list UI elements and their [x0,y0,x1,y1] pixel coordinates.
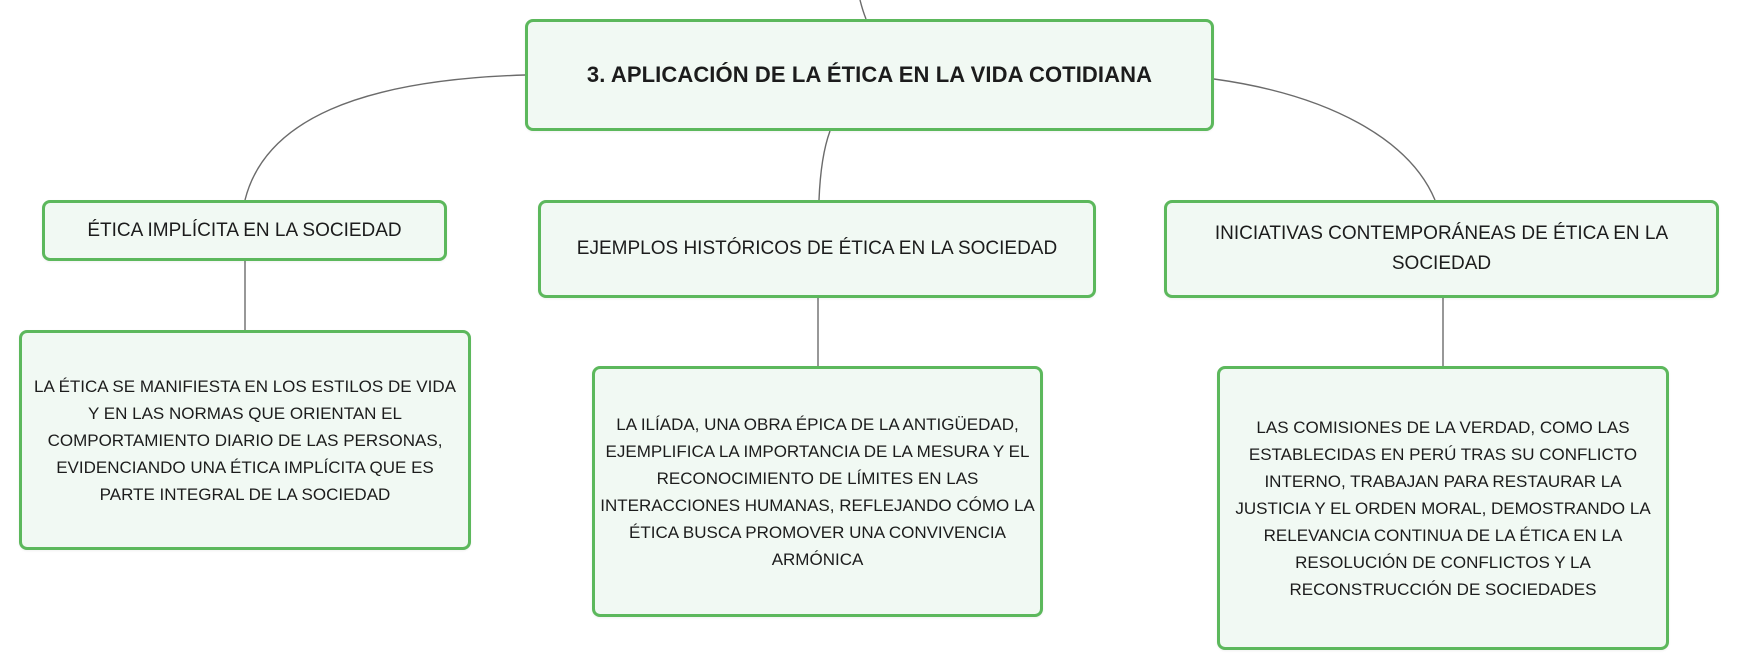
root-topic-node[interactable] [525,19,1214,131]
branch-node-etica-implicita[interactable] [42,200,447,261]
connector-root-to-branch-1 [245,75,525,200]
detail-node-ejemplos-historicos[interactable] [592,366,1043,617]
connector-root-to-branch-2 [819,131,830,200]
detail-text: LA ILÍADA, UNA OBRA ÉPICA DE LA ANTIGÜEDAD, EJEMPLIFICA LA IMPORTANCIA DE LA MESURA Y EL RECONOCIMIENTO DE LÍMITES EN LAS INTERACCIONES HUMANAS, REFLEJANDO CÓMO LA ÉTICA BUSCA PROMOVER UNA CONVIVENCIA ARMÓNICA [600,414,1035,569]
root-topic-title: 3. APLICACIÓN DE LA ÉTICA EN LA VIDA COTIDIANA [586,62,1153,87]
detail-node-etica-implicita[interactable] [19,330,471,550]
detail-text: LA ÉTICA SE MANIFIESTA EN LOS ESTILOS DE VIDA Y EN LAS NORMAS QUE ORIENTAN EL COMPORTAMIENTO DIARIO DE LAS PERSONAS, EVIDENCIANDO UNA ÉTICA IMPLÍCITA QUE ES PARTE INTEGRAL DE LA SOCIEDAD [34,376,456,504]
branch-title: ÉTICA IMPLÍCITA EN LA SOCIEDAD [87,219,402,241]
connector-parent-to-root [860,0,866,19]
connector-root-to-branch-3 [1214,79,1435,200]
branch-node-ejemplos-historicos[interactable] [538,200,1096,298]
branch-title: INICIATIVAS CONTEMPORÁNEAS DE ÉTICA EN LA SOCIEDAD [1214,223,1669,274]
branch-title: EJEMPLOS HISTÓRICOS DE ÉTICA EN LA SOCIEDAD [576,238,1058,259]
detail-node-iniciativas-contemporaneas[interactable] [1217,366,1669,650]
branch-node-iniciativas-contemporaneas[interactable] [1164,200,1719,298]
detail-text: LAS COMISIONES DE LA VERDAD, COMO LAS ESTABLECIDAS EN PERÚ TRAS SU CONFLICTO INTERNO, TRABAJAN PARA RESTAURAR LA JUSTICIA Y EL ORDEN MORAL, DEMOSTRANDO LA RELEVANCIA CONTINUA DE LA ÉTICA EN LA RESOLUCIÓN DE CONFLICTOS Y LA RECONSTRUCCIÓN DE SOCIEDADES [1235,417,1651,599]
